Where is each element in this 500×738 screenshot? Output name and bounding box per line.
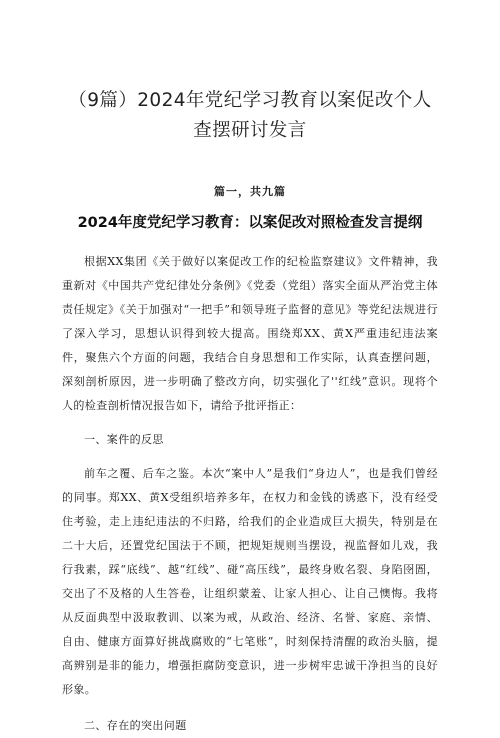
document-title: （9篇）2024年党纪学习教育以案促改个人查摆研讨发言 <box>68 90 432 141</box>
intro-paragraph: 根据XX集团《关于做好以案促改工作的纪检监察建议》文件精神，我重新对《中国共产党纪律处分条例》《党委（党组）落实全面从严治党主体责任规定》《关于加强对“一把手”和领导班子监督的意见》等党纪法规进行了深入学习，思想认识得到较大提高。围绕郑XX、黄X严重违纪违法案件，聚焦六个方面的问题，我结合自身思想和工作实际，认真查摆问题，深刻剖析原因，进一步明确了整改方向，切实强化了''红线”意识。现将个人的检查剖析情况报告如下，请给予批评指正： <box>62 255 438 412</box>
section-heading-2: 二、存在的突出问题 <box>84 719 187 732</box>
part-label: 篇一，共九篇 <box>214 185 286 198</box>
section-heading-1: 一、案件的反思 <box>84 433 164 446</box>
reflection-paragraph: 前车之覆、后车之鉴。本次“案中人”是我们“身边人”，也是我们曾经的同事。郑XX、黄X受组织培养多年，在权力和金钱的诱惑下，没有经受住考验，走上违纪违法的不归路，给我们的企业造成巨大损失，特别是在二十大后，还置党纪国法于不顾，把规矩规则当摆设，视监督如儿戏，我行我素，踩“底线”、越“红线”、碰“高压线”，最终身败名裂、身陷囹圄，交出了不及格的人生答卷，让组织蒙羞、让家人担心、让自己懊悔。我将从反面典型中汲取教训、以案为戒，从政治、经济、名誉、家庭、亲情、自由、健康方面算好挑战腐败的“七笔账”，时刻保持清醒的政治头脑，提高辨别是非的能力，增强拒腐防变意识，进一步树牢忠诚干净担当的良好形象。 <box>62 467 438 696</box>
document-subtitle: 2024年度党纪学习教育：以案促改对照检查发言提纲 <box>77 215 423 231</box>
